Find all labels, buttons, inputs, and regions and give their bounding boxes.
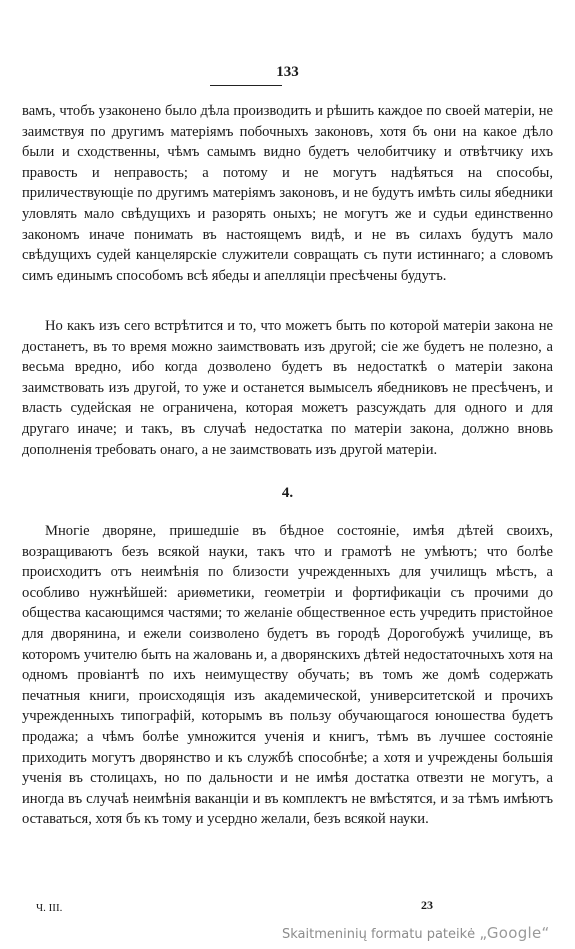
paragraph-2: Но какъ изъ сего встрѣтится и то, что можетъ быть по которой матеріи закона не достанетъ, въ то время можно заимствовать изъ другой; сіе же будетъ не полезно, а весьма вредно, ибо когда дозволено будетъ въ недостаткѣ о матеріи закона заимствовать изъ другой, то уже и останется вымыселъ ябедниковъ не пресѣченъ, и власть судейская не ограничена, которая можетъ разсуждать для одного и для другаго иначе; и такъ, въ случаѣ недостатка по матеріи закона, должно вновь дополненія требовать онаго, а не заимствовать изъ другой матеріи. [22,318,553,458]
section-number: 4. [281,485,294,501]
watermark-text: Skaitmeninių formatu pateikė [282,927,476,942]
section-paragraph: Многіе дворяне, пришедшіе въ бѣдное состояніе, имѣя дѣтей своихъ, возращиваютъ безъ всякой науки, такъ что и грамотѣ не умѣютъ; что болѣе происходитъ отъ неимѣнія по близости учрежденныхъ для училищъ мѣстъ, а особливо нужнѣйшей: ариѳметики, геометріи и фортификаціи съ прочими до общества касающимся частями; то желаніе общественное есть учредить пристойное для дворянина, и ежели соизволено будетъ въ городѣ Дорогобужѣ училище, въ которомъ учителю быть на жаловань и, а дворянскихъ дѣтей недостаточныхъ хотя на одномъ провіантѣ по ихъ неимуществу обучать; въ томъ же домѣ содержать печатныя книги, происходящія изъ академической, университетской и прочихъ учрежденныхъ типографій, которымъ въ пользу обучающагося юношества будетъ продажа; а чѣмъ болѣе умножится ученія и книгъ, тѣмъ въ лучшее состояніе приходить могутъ дворянство и къ службѣ способнѣе; а хотя и учреждены большія ученія въ столицахъ, но по дальности и не имѣя достатка отвезти не могутъ, а иногда въ случаѣ неимѣнія ваканціи и въ комплектъ не вмѣстятся, и за тѣмъ имѣютъ оставаться, хотя бъ къ тому и усердно желали, безъ всякой науки. [22,523,553,828]
footer-signature-number: 23 [421,898,433,912]
page-number: 133 [276,64,299,80]
digitization-watermark [282,924,550,942]
footer-signature-mark: Ч. III. [36,902,63,914]
paragraph-1: вамъ, чтобъ узаконено было дѣла производить и рѣшить каждое по своей матеріи, не заимствуя по другимъ матеріямъ побочныхъ законовъ, хотя бъ они на какое дѣло были и сходственны, чѣмъ самымъ видно будетъ челобитчику и отвѣтчику ихъ правость и неправость; а потому и не могутъ надѣяться на способы, приличествующіе по другимъ матеріямъ законовъ, и не будутъ имѣть силы ябедники уловлять мало свѣдущихъ и разорять оныхъ; не могутъ же и судьи единственно закономъ иначе понимать въ настоящемъ видѣ, и не въ силахъ будутъ мало свѣдущихъ судей канцелярскіе служители совращать съ пути истиннаго; а словомъ симъ единымъ способомъ всѣ ябеды и апелляціи пресѣчены будутъ. [22,103,553,284]
page-number-rule [210,85,282,86]
watermark-brand: „Google“ [479,924,550,942]
